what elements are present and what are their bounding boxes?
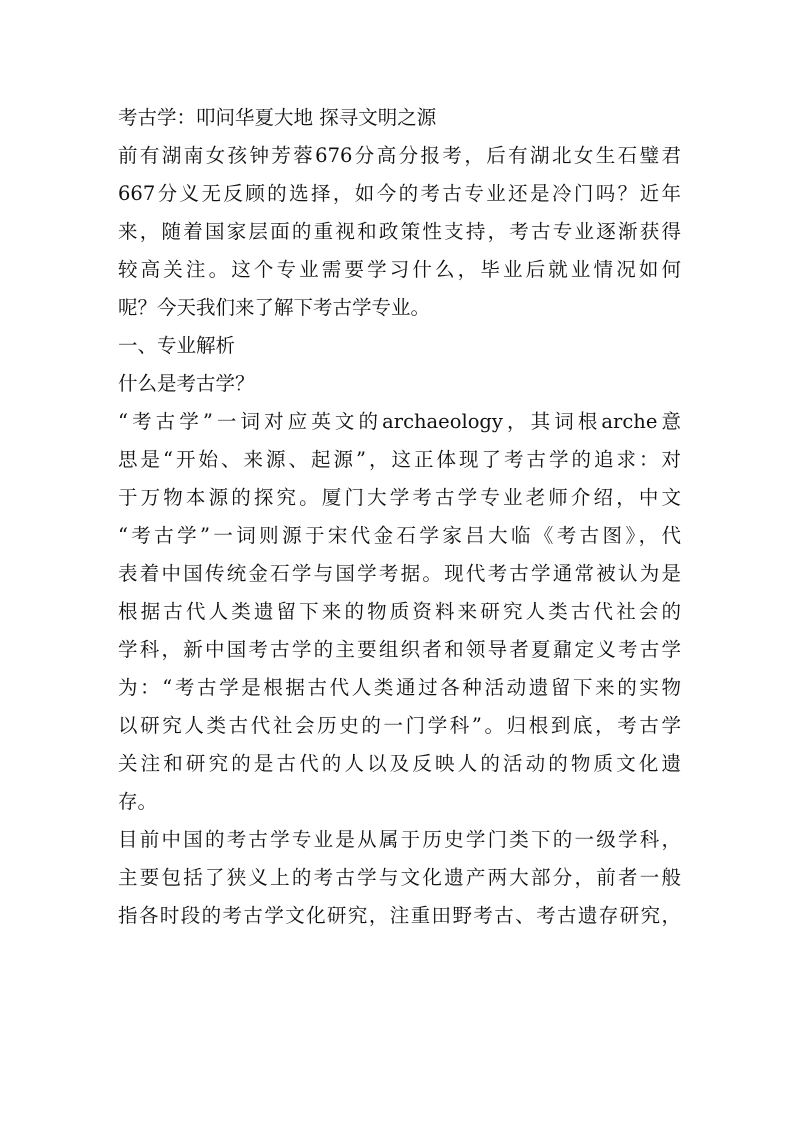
text-line: 主要包括了狭义上的考古学与文化遗产两大部分，前者一般 (118, 866, 681, 889)
text-line: “考古学”一词对应英文的archaeology，其词根arche意 (118, 410, 681, 433)
text-line: 前有湖南女孩钟芳蓉676分高分报考，后有湖北女生石璧君 (118, 144, 681, 167)
subheading: 什么是考古学？ (118, 372, 255, 395)
document-title: 考古学：叩问华夏大地 探寻文明之源 (118, 106, 437, 129)
text-line: 以研究人类古代社会历史的一门学科”。归根到底，考古学 (118, 714, 681, 737)
text-line: 于万物本源的探究。厦门大学考古学专业老师介绍，中文 (118, 486, 681, 509)
text-line: 根据古代人类遗留下来的物质资料来研究人类古代社会的 (118, 600, 681, 623)
intro-paragraph (118, 137, 681, 327)
text-line: 667分义无反顾的选择，如今的考古专业还是冷门吗？近年 (118, 182, 681, 205)
text-line: 关注和研究的是古代的人以及反映人的活动的物质文化遗 (118, 752, 681, 775)
text-line: 学科，新中国考古学的主要组织者和领导者夏鼐定义考古学 (118, 638, 681, 661)
text-line: 呢？今天我们来了解下考古学专业。 (118, 296, 431, 319)
text-line: 存。 (118, 790, 158, 813)
document-page (118, 99, 681, 935)
section-heading: 一、专业解析 (118, 334, 236, 357)
text-line: 指各时段的考古学文化研究，注重田野考古、考古遗存研究， (118, 904, 681, 927)
text-line: 较高关注。这个专业需要学习什么，毕业后就业情况如何 (118, 258, 681, 281)
paragraph-definition (118, 403, 681, 821)
text-line: 表着中国传统金石学与国学考据。现代考古学通常被认为是 (118, 562, 681, 585)
text-line: 目前中国的考古学专业是从属于历史学门类下的一级学科， (118, 828, 681, 851)
text-line: 为：“考古学是根据古代人类通过各种活动遗留下来的实物 (118, 676, 681, 699)
text-line: 来，随着国家层面的重视和政策性支持，考古专业逐渐获得 (118, 220, 681, 243)
text-line: 思是“开始、来源、起源”，这正体现了考古学的追求：对 (118, 448, 681, 471)
paragraph-discipline (118, 821, 681, 935)
text-line: “考古学”一词则源于宋代金石学家吕大临《考古图》，代 (118, 524, 681, 547)
